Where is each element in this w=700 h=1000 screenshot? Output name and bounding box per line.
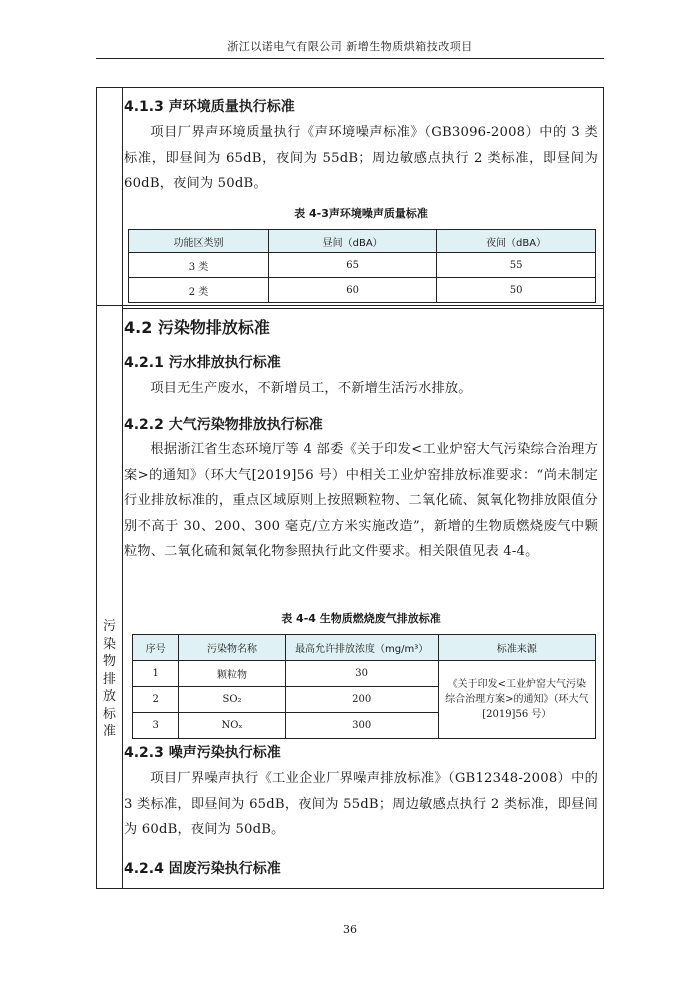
- table-4-3-caption: 表 4-3声环境噪声质量标准: [294, 207, 428, 220]
- side-label-char: 标: [102, 706, 116, 722]
- table-cell: 200: [285, 687, 438, 713]
- table-4-3: [128, 229, 596, 303]
- heading-4-2-3: 4.2.3 噪声污染执行标准: [124, 745, 281, 761]
- table-header-cell: 功能区类别: [129, 230, 269, 253]
- table-cell: 50: [437, 278, 596, 303]
- table-cell: NOₓ: [179, 713, 285, 739]
- table-header-cell: 序号: [133, 635, 179, 661]
- table-cell: 1: [133, 661, 179, 687]
- table-header-cell: 夜间（dBA）: [437, 230, 596, 253]
- table-4-4-caption: 表 4-4 生物质燃烧废气排放标准: [281, 612, 441, 625]
- row-divider-inner: [122, 308, 603, 309]
- table-cell: 30: [285, 661, 438, 687]
- table-header-cell: 昼间（dBA）: [269, 230, 437, 253]
- side-label-char: 排: [102, 671, 116, 687]
- paragraph-4-2-3: 项目厂界噪声执行《工业企业厂界噪声排放标准》（GB12348-2008）中的 3 类标准，即昼间为 65dB，夜间为 55dB；周边敏感点执行 2 类标准，即昼间为 60dB，夜间为 50dB。: [124, 771, 598, 837]
- table-4-4: [132, 634, 596, 739]
- table-cell: 3: [133, 713, 179, 739]
- table-cell: 颗粒物: [179, 661, 285, 687]
- table-cell: SO₂: [179, 687, 285, 713]
- table-header-row: [133, 635, 596, 661]
- table-cell: 55: [437, 253, 596, 278]
- side-label-char: 染: [102, 636, 116, 652]
- heading-4-2: 4.2 污染物排放标准: [124, 318, 270, 337]
- page-number: 36: [343, 923, 357, 936]
- table-row: [129, 278, 596, 303]
- heading-4-1-3: 4.1.3 声环境质量执行标准: [124, 99, 295, 115]
- header-rule: [96, 58, 604, 59]
- table-cell: 65: [269, 253, 437, 278]
- heading-4-2-1: 4.2.1 污水排放执行标准: [124, 355, 281, 371]
- side-label-char: 污: [102, 619, 116, 634]
- table-row: [129, 253, 596, 278]
- table-cell: 60: [269, 278, 437, 303]
- table-cell-source: 《关于印发<工业炉窑大气污染综合治理方案>的通知》（环大气[2019]56 号）: [438, 661, 595, 739]
- side-label-char: 物: [102, 654, 116, 669]
- row-divider: [97, 305, 603, 306]
- paragraph-4-2-2: 根据浙江省生态环境厅等 4 部委《关于印发<工业炉窑大气污染综合治理方案>的通知》（环大气[2019]56 号）中相关工业炉窑排放标准要求：“尚未制定行业排放标准的，重点区域原则上按照颗粒物、二氧化硫、氮氧化物排放限值分别不高于 30、200、300 毫克/立方米实施改造”，新增的生物质燃烧废气中颗粒物、二氧化硫和氮氧化物参照执行此文件要求。相关限值见表 4-4。: [124, 442, 598, 559]
- paragraph-4-2-1: 项目无生产废水，不新增员工，不新增生活污水排放。: [150, 381, 472, 396]
- table-cell: 300: [285, 713, 438, 739]
- side-label-pollutant-standard: [97, 618, 122, 741]
- heading-4-2-4: 4.2.4 固废污染执行标准: [124, 861, 281, 877]
- table-header-row: [129, 230, 596, 253]
- heading-4-2-2: 4.2.2 大气污染物排放执行标准: [124, 417, 323, 433]
- table-header-cell: 污染物名称: [179, 635, 285, 661]
- table-row: [133, 661, 596, 687]
- table-cell: 2 类: [129, 278, 269, 303]
- table-header-cell: 最高允许排放浓度（mg/m³）: [285, 635, 438, 661]
- paragraph-4-1-3: 项目厂界声环境质量执行《声环境噪声标准》（GB3096-2008）中的 3 类标准，即昼间为 65dB，夜间为 55dB；周边敏感点执行 2 类标准，即昼间为 60dB，夜间为 50dB。: [124, 125, 598, 191]
- running-header: 浙江以诺电气有限公司 新增生物质烘箱技改项目: [227, 40, 473, 53]
- table-cell: 3 类: [129, 253, 269, 278]
- table-header-cell: 标准来源: [438, 635, 595, 661]
- column-divider: [122, 88, 123, 888]
- side-label-char: 准: [102, 724, 116, 739]
- side-label-char: 放: [102, 689, 116, 704]
- table-cell: 2: [133, 687, 179, 713]
